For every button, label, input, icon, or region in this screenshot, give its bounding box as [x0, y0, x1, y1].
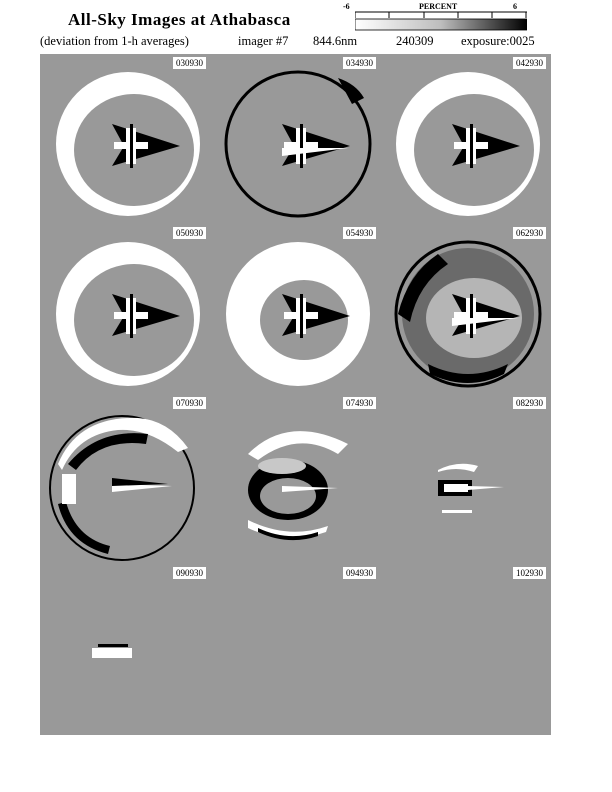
- sky-image: [40, 54, 210, 224]
- frame-time-label: 042930: [513, 57, 546, 69]
- frame-time-label: 102930: [513, 567, 546, 579]
- sky-image: [380, 224, 550, 394]
- frame-time-label: 070930: [173, 397, 206, 409]
- frame-time-label: 074930: [343, 397, 376, 409]
- frame-time-label: 030930: [173, 57, 206, 69]
- image-grid: [40, 54, 551, 735]
- imager-label: imager #7: [238, 34, 289, 48]
- frame-time-label: 090930: [173, 567, 206, 579]
- sky-frame: [210, 394, 380, 564]
- colorbar-max-label: 6: [513, 2, 517, 11]
- sky-frame: [40, 224, 210, 394]
- frame-time-label: 094930: [343, 567, 376, 579]
- colorbar: [343, 2, 527, 32]
- colorbar-scale: [355, 2, 527, 32]
- colorbar-min-label: -6: [343, 2, 350, 11]
- sky-image: [380, 54, 550, 224]
- colorbar-title: PERCENT: [419, 2, 458, 11]
- frame-time-label: 082930: [513, 397, 546, 409]
- sky-image: [380, 394, 550, 564]
- sky-image: [210, 224, 380, 394]
- sky-frame: [380, 224, 550, 394]
- date-label: 240309: [396, 34, 434, 48]
- wavelength-label: 844.6nm: [313, 34, 358, 48]
- sky-image: [40, 394, 210, 564]
- sky-image: [40, 224, 210, 394]
- exposure-label: exposure:0025: [461, 34, 535, 48]
- sky-image: [40, 564, 210, 734]
- frame-time-label: 054930: [343, 227, 376, 239]
- frame-time-label: 050930: [173, 227, 206, 239]
- sky-image: [210, 394, 380, 564]
- sky-frame: [210, 564, 380, 734]
- sky-frame: [380, 564, 550, 734]
- frame-time-label: 062930: [513, 227, 546, 239]
- sky-frame: [210, 54, 380, 224]
- page-title: All-Sky Images at Athabasca: [68, 10, 291, 29]
- sky-image: [210, 54, 380, 224]
- sky-frame: [380, 54, 550, 224]
- sky-frame: [40, 54, 210, 224]
- sky-frame: [380, 394, 550, 564]
- sky-frame: [210, 224, 380, 394]
- sky-image: [380, 564, 550, 734]
- sky-frame: [40, 394, 210, 564]
- frame-time-label: 034930: [343, 57, 376, 69]
- sky-frame: [40, 564, 210, 734]
- subtitle: (deviation from 1-h averages): [40, 34, 189, 48]
- sky-image: [210, 564, 380, 734]
